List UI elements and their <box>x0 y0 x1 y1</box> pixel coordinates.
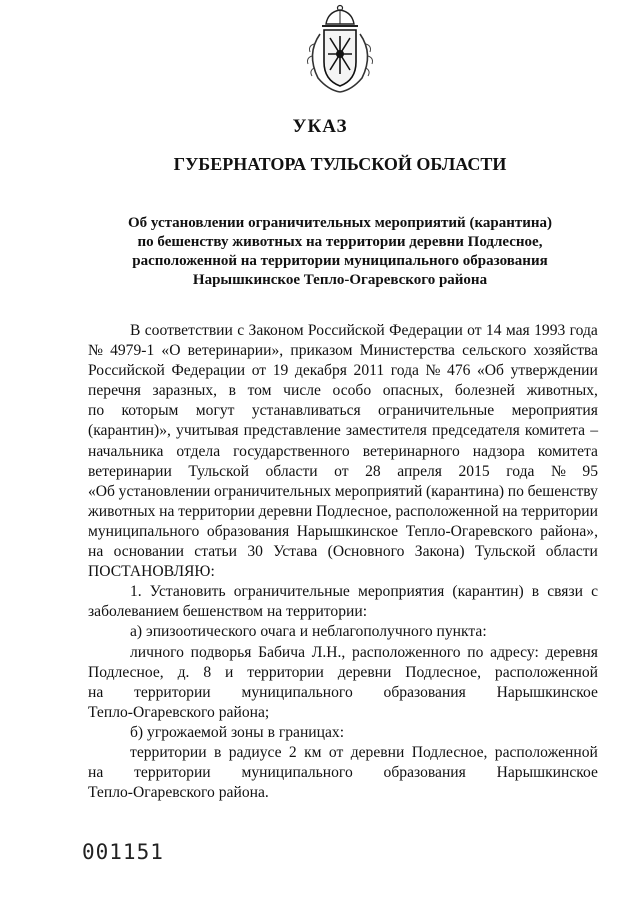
body-line: (карантин)», учитывая представление заместителя председателя комитета – <box>88 422 598 440</box>
body-line: «Об установлении ограничительных мероприятий (карантина) по бешенству <box>88 482 598 500</box>
body-line: на территории муниципального образования Нарышкинское <box>88 764 598 782</box>
document-number: 001151 <box>82 840 164 864</box>
body-line: на основании статьи 30 Устава (Основного Закона) Тульской области <box>88 543 598 561</box>
body-line: начальника отдела государственного ветеринарного надзора комитета <box>88 442 598 460</box>
body-line: территории в радиусе 2 км от деревни Подлесное, расположенной <box>130 743 598 761</box>
tula-oblast-coat-of-arms-icon <box>300 4 380 94</box>
subject-line: расположенной на территории муниципального образования <box>132 253 548 269</box>
body-line: Подлесное, д. 8 и территории деревни Подлесное, расположенной <box>88 663 598 681</box>
body-line: б) угрожаемой зоны в границах: <box>130 723 345 741</box>
body-line: личного подворья Бабича Л.Н., расположенного по адресу: деревня <box>130 643 598 661</box>
body-line: Тепло-Огаревского района. <box>88 784 269 802</box>
body-line: В соответствии с Законом Российской Федерации от 14 мая 1993 года <box>130 322 598 339</box>
body-line: № 4979-1 «О ветеринарии», приказом Министерства сельского хозяйства <box>88 342 598 360</box>
body-line: перечня заразных, в том числе особо опасных, болезней животных, <box>88 382 598 400</box>
body-line: муниципального образования Нарышкинское Тепло-Огаревского района», <box>88 522 598 540</box>
body-line: 1. Установить ограничительные мероприятия (карантин) в связи с <box>130 583 598 601</box>
document-title: УКАЗ <box>292 116 348 137</box>
body-line: животных на территории деревни Подлесное, расположенной на территории <box>88 502 598 520</box>
body-line: а) эпизоотического очага и неблагополучного пункта: <box>130 623 487 641</box>
document-subtitle: ГУБЕРНАТОРА ТУЛЬСКОЙ ОБЛАСТИ <box>173 154 507 174</box>
body-line: Российской Федерации от 19 декабря 2011 года № 476 «Об утверждении <box>88 362 598 380</box>
body-line: заболеванием бешенством на территории: <box>88 603 368 621</box>
subject-line: Об установлении ограничительных мероприятий (карантина) <box>127 215 552 231</box>
body-line: на территории муниципального образования Нарышкинское <box>88 683 598 701</box>
body-line: ПОСТАНОВЛЯЮ: <box>88 563 215 581</box>
body-line: ветеринарии Тульской области от 28 апреля 2015 года № 95 <box>88 462 598 480</box>
decree-subject <box>100 214 580 290</box>
subject-line: Нарышкинское Тепло-Огаревского района <box>192 272 488 288</box>
decree-body <box>88 321 598 803</box>
subject-line: по бешенству животных на территории деревни Подлесное, <box>137 234 543 250</box>
body-line: по которым могут устанавливаться ограничительные мероприятия <box>88 402 598 420</box>
body-line: Тепло-Огаревского района; <box>88 703 270 721</box>
